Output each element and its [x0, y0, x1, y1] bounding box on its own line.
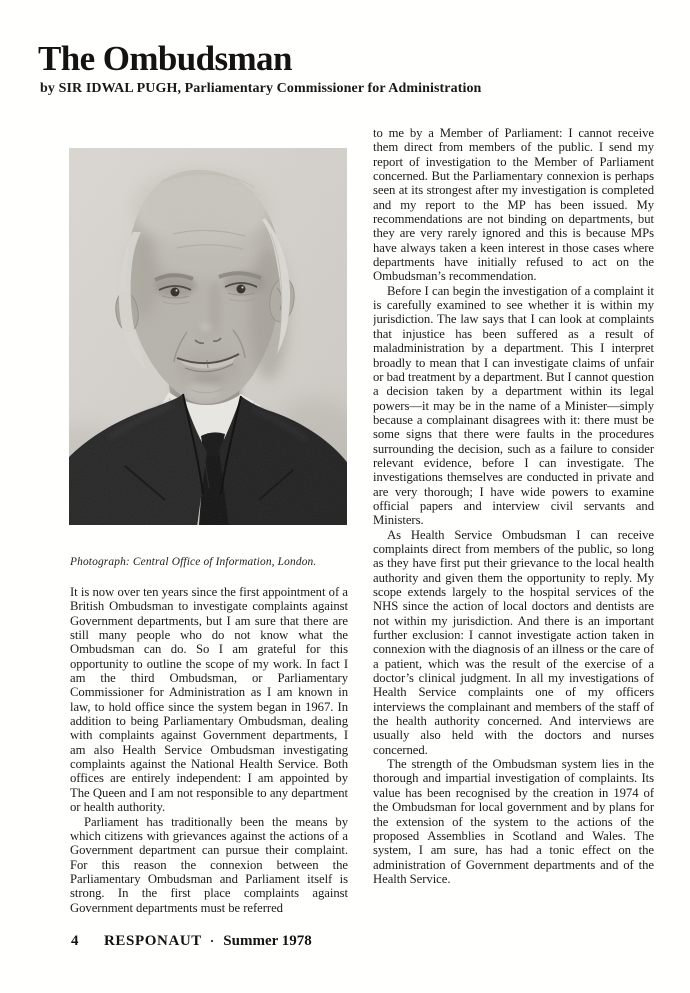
right-column: [373, 126, 654, 990]
page-number: 4: [71, 933, 79, 949]
body-paragraph: The strength of the Ombudsman system lies in the thorough and impartial investigation of complaints. Its value has been recognised by the creation in 1974 of the Ombudsman for local government and by plans for the extension of the system to the actions of the proposed Assemblies in Scotland and Wales. The system, I am sure, has had a tonic effect on the administration of Government departments and of the Health Service.: [373, 757, 654, 886]
portrait-photo-svg: [69, 148, 347, 525]
photo-caption: Photograph: Central Office of Information, London.: [70, 556, 317, 568]
magazine-name: RESPONAUT: [104, 933, 202, 949]
issue-label: Summer 1978: [223, 933, 312, 949]
portrait-photo: [69, 148, 347, 525]
footer-separator: ·: [209, 933, 215, 948]
body-paragraph: to me by a Member of Parliament: I cannot receive them direct from members of the public. I send my report of investigation to the Member of Parliament concerned. But the Parliamentary connexion is perhaps seen at its strongest after my investigation is completed and my report to the MP has been issued. My recommendations are not binding on departments, but they are very rarely ignored and this is because MPs have always taken a keen interest in those cases where departments have initially refused to act on the Ombudsman’s recommendation.: [373, 126, 654, 284]
byline: by SIR IDWAL PUGH, Parliamentary Commissioner for Administration: [40, 81, 482, 96]
page-footer: [71, 933, 312, 950]
left-column: [70, 585, 348, 935]
body-paragraph: It is now over ten years since the first appointment of a British Ombudsman to investigate complaints against Government departments, but I am sure that there are still many people who do not know what the Ombudsman can do. So I am grateful for this opportunity to outline the scope of my work. In fact I am the third Ombudsman, or Parliamentary Commissioner for Administration as I am known in law, to hold office since the system began in 1967. In addition to being Parliamentary Ombudsman, dealing with complaints against Government departments, I am also Health Service Ombudsman investigating complaints against the National Health Service. Both offices are entirely independent: I am appointed by The Queen and I am not responsible to any department or health authority.: [70, 585, 348, 815]
page-title: The Ombudsman: [38, 39, 292, 78]
body-paragraph: As Health Service Ombudsman I can receive complaints direct from members of the public, so long as they have first put their grievance to the local health authority and given them the opportunity to reply. My scope extends largely to the hospital services of the NHS since the action of local doctors and dentists are not within my jurisdiction. And there is an important further exclusion: I cannot investigate action taken in connexion with the diagnosis of an illness or the care of a patient, which was the result of the exercise of a doctor’s clinical judgment. In all my investigations of Health Service complaints one of my officers interviews the complainant and members of the staff of the health authority concerned. And interviews are usually also held with the doctors and nurses concerned.: [373, 527, 654, 757]
body-paragraph: Parliament has traditionally been the means by which citizens with grievances against the actions of a Government department can pursue their complaint. For this reason the connexion between the Parliamentary Ombudsman and Parliament itself is strong. In the first place complaints against Government departments must be referred: [70, 814, 348, 915]
body-paragraph: Before I can begin the investigation of a complaint it is carefully examined to see whether it is within my jurisdiction. The law says that I can look at complaints that injustice has been suffered as a result of maladministration by a department. This I interpret broadly to mean that I can investigate claims of unfair or bad treatment by a department. But I cannot question a decision taken by a department within its legal powers—it may be in the name of a Minister—simply because a complainant disagrees with it: there must be some signs that there were faults in the procedures surrounding the decision, such as a failure to consider relevant evidence, before I can investigate. The investigations themselves are conducted in private and are very thorough; I have wide powers to examine official papers and interview civil servants and Ministers.: [373, 283, 654, 528]
